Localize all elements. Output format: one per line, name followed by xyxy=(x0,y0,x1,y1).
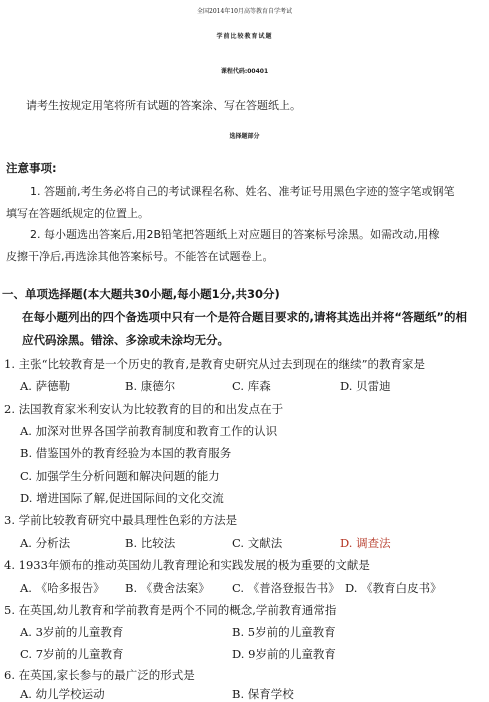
question-6-option-a: A. 幼儿学校运动 xyxy=(20,687,105,701)
instruction: 请考生按规定用笔将所有试题的答案涂、写在答题纸上。 xyxy=(26,99,301,112)
exam-title: 学前比较教育试题 xyxy=(216,33,273,40)
section-title: 选择题部分 xyxy=(229,133,260,140)
question-4-option-b: B. 《费舍法案》 xyxy=(125,581,210,595)
question-1-option-c: C. 库森 xyxy=(232,379,271,393)
question-1-option-d: D. 贝雷迪 xyxy=(340,379,391,393)
exam-name: 全国2014年10月高等教育自学考试 xyxy=(197,8,292,15)
question-4-option-d: D. 《教育白皮书》 xyxy=(345,581,442,595)
question-5-option-d: D. 9岁前的儿童教育 xyxy=(232,647,336,661)
question-2-option-c: C. 加强学生分析问题和解决问题的能力 xyxy=(20,469,220,483)
question-3-option-d: D. 调查法 xyxy=(340,536,391,550)
question-1-option-a: A. 萨德勒 xyxy=(20,379,71,393)
question-6-option-b: B. 保育学校 xyxy=(232,687,294,701)
question-2-option-a: A. 加深对世界各国学前教育制度和教育工作的认识 xyxy=(20,424,278,438)
question-2-stem: 2. 法国教育家米利安认为比较教育的目的和出发点在于 xyxy=(4,402,284,416)
question-1-option-b: B. 康德尔 xyxy=(125,379,176,393)
single-choice-heading: 一、单项选择题(本大题共30小题,每小题1分,共30分) xyxy=(2,287,280,301)
question-5-option-a: A. 3岁前的儿童教育 xyxy=(20,625,124,639)
question-2-option-d: D. 增进国际了解,促进国际间的文化交流 xyxy=(20,491,224,505)
question-1-stem: 1. 主张“比较教育是一个历史的教育,是教育史研究从过去到现在的继续”的教育家是 xyxy=(4,357,426,371)
question-3-option-c: C. 文献法 xyxy=(232,536,283,550)
question-5-option-c: C. 7岁前的儿童教育 xyxy=(20,647,124,661)
single-choice-desc-line-1: 在每小题列出的四个备选项中只有一个是符合题目要求的,请将其选出并将“答题纸”的相 xyxy=(22,310,467,324)
question-3-option-b: B. 比较法 xyxy=(125,536,176,550)
question-5-stem: 5. 在英国,幼儿教育和学前教育是两个不同的概念,学前教育通常指 xyxy=(4,603,337,617)
note-2-line-1: 2. 每小题选出答案后,用2B铅笔把答题纸上对应题目的答案标号涂黑。如需改动,用橡 xyxy=(30,228,440,241)
note-1-line-2: 填写在答题纸规定的位置上。 xyxy=(6,207,149,220)
note-1-line-1: 1. 答题前,考生务必将自己的考试课程名称、姓名、准考证号用黑色字迹的签字笔或钢笔 xyxy=(30,185,455,198)
question-2-option-b: B. 借鉴国外的教育经验为本国的教育服务 xyxy=(20,446,232,460)
question-4-option-a: A. 《哈多报告》 xyxy=(20,581,105,595)
course-code: 课程代码:00401 xyxy=(220,68,269,75)
single-choice-desc-line-2: 应代码涂黑。错涂、多涂或未涂均无分。 xyxy=(22,333,229,347)
note-2-line-2: 皮擦干净后,再选涂其他答案标号。不能答在试题卷上。 xyxy=(6,250,274,263)
notes-heading: 注意事项: xyxy=(6,161,57,175)
question-4-option-c: C. 《普洛登报告书》 xyxy=(232,581,340,595)
question-4-stem: 4. 1933年颁布的推动英国幼儿教育理论和实践发展的极为重要的文献是 xyxy=(4,558,370,572)
question-6-stem: 6. 在英国,家长参与的最广泛的形式是 xyxy=(4,668,195,682)
question-3-stem: 3. 学前比较教育研究中最具理性色彩的方法是 xyxy=(4,513,238,527)
question-5-option-b: B. 5岁前的儿童教育 xyxy=(232,625,336,639)
question-3-option-a: A. 分析法 xyxy=(20,536,71,550)
